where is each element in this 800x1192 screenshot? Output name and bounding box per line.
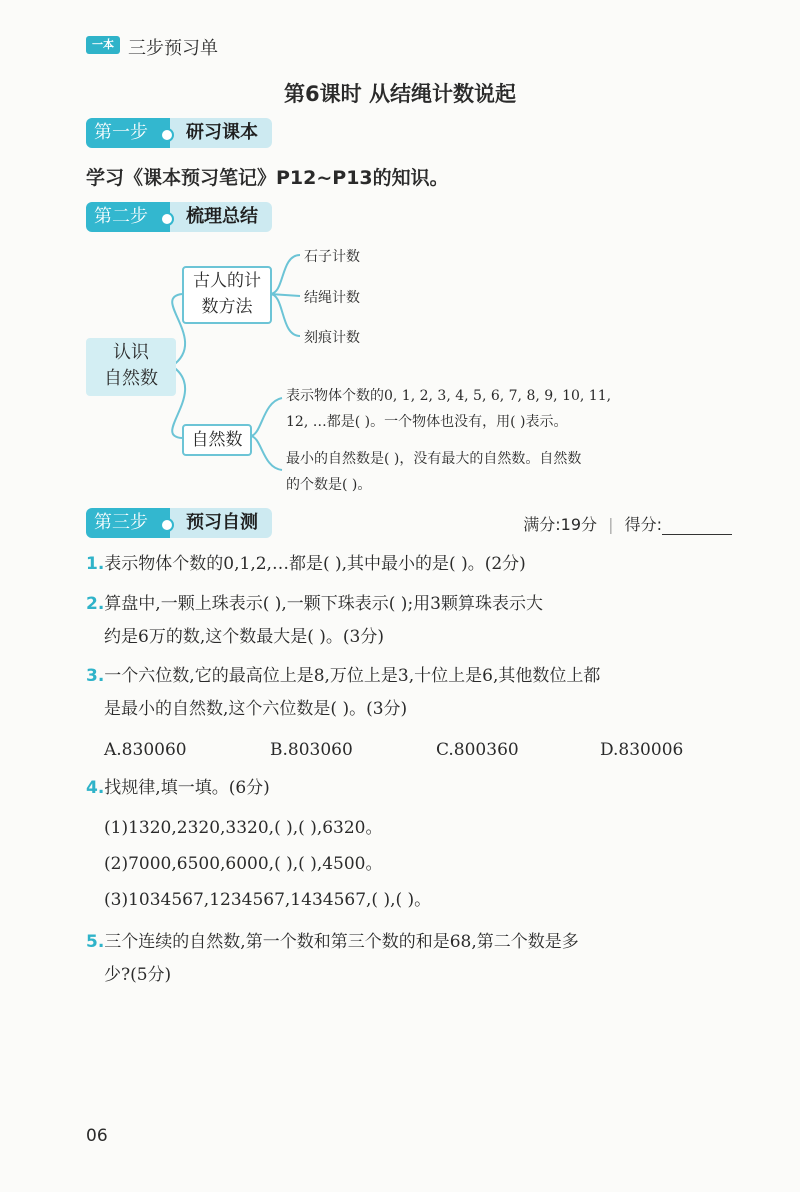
question-3 <box>86 660 736 726</box>
question-number: 2. <box>86 594 105 614</box>
page-number: 06 <box>86 1126 108 1146</box>
note1-line-1: 表示物体个数的0, 1, 2, 3, 4, 5, 6, 7, 8, 9, 10, 11, <box>286 388 612 404</box>
score-box: 满分:19分 | 得分: <box>523 512 732 535</box>
question-text: 算盘中,一颗上珠表示( ),一颗下珠表示( );用3颗算珠表示大 <box>104 594 543 614</box>
leaf-stone-counting: 石子计数 <box>304 249 360 265</box>
step-three-tag: 第三步 <box>86 508 170 538</box>
root-line-1: 认识 <box>113 342 149 363</box>
option-c[interactable]: C.800360 <box>436 740 519 760</box>
step-two-label: 梳理总结 <box>170 202 272 232</box>
study-instruction: 学习《课本预习笔记》P12~P13的知识。 <box>86 167 449 189</box>
question-4-item-3: (3)1034567,1234567,1434567,( ),( )。 <box>104 890 432 910</box>
question-text-cont: 少?(5分) <box>104 965 172 985</box>
question-5 <box>86 926 736 992</box>
note1-line-2: 12, …都是( )。一个物体也没有，用( )表示。 <box>286 414 568 430</box>
question-text-cont: 是最小的自然数,这个六位数是( )。(3分) <box>104 699 408 719</box>
question-text-cont: 约是6万的数,这个数最大是( )。(3分) <box>104 627 384 647</box>
brand-badge: 一本 <box>86 36 120 54</box>
note2-line-2: 的个数是( )。 <box>286 477 372 493</box>
branch1-line-1: 古人的计 <box>193 271 261 291</box>
step-one-label: 研习课本 <box>170 118 272 148</box>
mindmap-branch-ancient-methods <box>182 266 272 324</box>
score-label: 得分: <box>624 515 662 534</box>
leaf-tally-counting: 刻痕计数 <box>304 330 360 346</box>
option-b[interactable]: B.803060 <box>270 740 353 760</box>
question-2 <box>86 588 736 654</box>
step-one-tag: 第一步 <box>86 118 170 148</box>
question-4-item-2: (2)7000,6500,6000,( ),( ),4500。 <box>104 854 383 874</box>
lesson-title: 第6课时 从结绳计数说起 <box>284 82 516 106</box>
mindmap-branch-natural-numbers <box>182 424 252 456</box>
question-number: 1. <box>86 554 105 574</box>
question-text: 找规律,填一填。(6分) <box>104 778 270 798</box>
note-smallest-natural-number <box>286 446 581 498</box>
mindmap-root <box>86 338 176 396</box>
note2-line-1: 最小的自然数是( )，没有最大的自然数。自然数 <box>286 451 582 467</box>
score-blank[interactable] <box>662 518 732 535</box>
question-text: 表示物体个数的0,1,2,…都是( ),其中最小的是( )。(2分) <box>104 554 526 574</box>
question-number: 5. <box>86 932 105 952</box>
step-three-label: 预习自测 <box>170 508 272 538</box>
option-d[interactable]: D.830006 <box>600 740 684 760</box>
question-4-item-1: (1)1320,2320,3320,( ),( ),6320。 <box>104 818 383 838</box>
mindmap-connectors <box>0 0 800 520</box>
full-score: 满分:19分 <box>523 515 598 534</box>
step-three-header <box>86 508 272 538</box>
note-natural-number-definition <box>286 383 611 435</box>
question-text: 一个六位数,它的最高位上是8,万位上是3,十位上是6,其他数位上都 <box>104 666 601 686</box>
step-two-tag: 第二步 <box>86 202 170 232</box>
branch1-line-2: 数方法 <box>201 297 253 317</box>
question-number: 3. <box>86 666 105 686</box>
leaf-knot-counting: 结绳计数 <box>304 290 360 306</box>
question-4 <box>86 772 736 805</box>
branch2-label: 自然数 <box>191 430 243 450</box>
question-text: 三个连续的自然数,第一个数和第三个数的和是68,第二个数是多 <box>104 932 579 952</box>
brand-title: 三步预习单 <box>128 38 218 59</box>
question-1 <box>86 548 736 581</box>
option-a[interactable]: A.830060 <box>104 740 187 760</box>
root-line-2: 自然数 <box>104 368 158 389</box>
question-number: 4. <box>86 778 105 798</box>
